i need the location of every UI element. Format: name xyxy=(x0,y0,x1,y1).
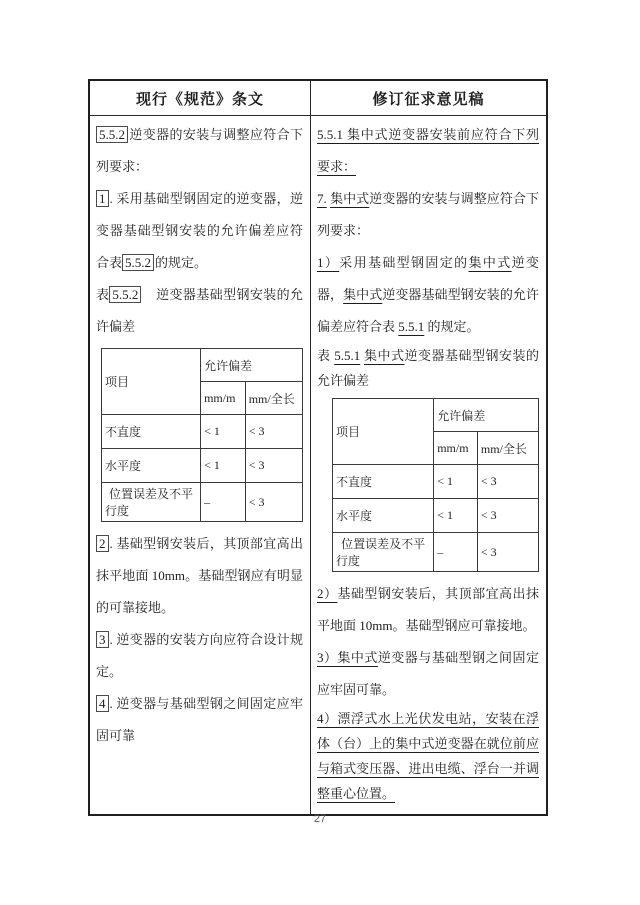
deviation-cell: 不直度 xyxy=(333,465,434,499)
text-run: 的规定。 xyxy=(155,255,208,270)
paragraph xyxy=(317,578,539,642)
revision-draft-column xyxy=(311,116,546,814)
paragraph xyxy=(317,119,539,183)
boxed-revision-mark: 5.5.2 xyxy=(96,126,128,143)
unit-mm-per-m-cell: mm/m xyxy=(434,432,478,465)
current-code-header: 现行《规范》条文 xyxy=(90,81,311,115)
paragraph xyxy=(96,119,303,183)
deviation-cell: < 1 xyxy=(434,465,478,499)
deviation-cell: 水平度 xyxy=(333,499,434,533)
deviation-header-cell: 允许偏差 xyxy=(201,349,303,382)
current-code-text-bottom xyxy=(96,528,303,752)
deviation-cell: – xyxy=(434,533,478,572)
boxed-revision-mark: 3 xyxy=(96,631,109,648)
underlined-revision-text: 3）集中式 xyxy=(317,650,378,665)
text-run: 基础型钢安装后，其顶部宜高出抹平地面 10mm。基础型钢应可靠接地。 xyxy=(317,586,539,633)
item-header-cell: 项目 xyxy=(333,399,434,465)
underlined-revision-text: 5.5.1 xyxy=(334,348,361,363)
text-run: . 采用基础型钢固定的逆变器，逆变器基础型钢安装的允许偏差应符合表 xyxy=(96,191,303,270)
item-header-cell: 项目 xyxy=(102,349,201,415)
deviation-table-revision xyxy=(332,398,539,572)
page-number: 27 xyxy=(313,813,327,825)
text-run: 逆变器基础型钢安装的允许偏差应符合表 xyxy=(317,287,539,334)
deviation-cell: < 1 xyxy=(201,449,246,483)
deviation-cell: 不直度 xyxy=(102,415,201,449)
deviation-cell: < 1 xyxy=(434,499,478,533)
text-run: 逆变器的安装与调整应符合下列要求： xyxy=(96,127,303,174)
paragraph xyxy=(96,279,303,343)
paragraph xyxy=(96,624,303,688)
text-run: 表 xyxy=(96,287,110,302)
deviation-cell: < 3 xyxy=(477,499,538,533)
deviation-cell: < 3 xyxy=(245,415,302,449)
unit-mm-full-length-cell: mm/全长 xyxy=(477,432,538,465)
text-run: 表 xyxy=(317,348,335,363)
underlined-revision-text: 集中式 xyxy=(468,255,512,270)
underlined-revision-text: 集中式 xyxy=(330,191,370,206)
text-run: 逆变器与基础型钢之间固定应牢固可靠。 xyxy=(317,650,539,697)
deviation-header-cell: 允许偏差 xyxy=(434,399,539,432)
text-run: 的规定。 xyxy=(424,319,480,334)
deviation-cell: < 3 xyxy=(245,483,302,522)
deviation-table-current-rows xyxy=(102,415,303,522)
boxed-revision-mark: 4 xyxy=(96,695,109,712)
revision-draft-text-top xyxy=(317,119,539,393)
boxed-revision-mark: 5.5.2 xyxy=(122,254,154,271)
revision-draft-header: 修订征求意见稿 xyxy=(372,92,485,108)
text-run: 逆变器基础型钢安装的允许偏差 xyxy=(96,287,303,334)
underlined-revision-text: 1） xyxy=(317,255,340,270)
underlined-revision-text: 5.5.1 集中式逆变器安装前应符合下列要求： xyxy=(317,127,539,174)
deviation-table-current xyxy=(101,348,303,522)
paragraph xyxy=(317,642,539,706)
underlined-revision-text: 集中式 xyxy=(343,287,383,302)
underlined-revision-text: 2） xyxy=(317,586,338,601)
deviation-cell: – xyxy=(201,483,246,522)
deviation-row xyxy=(333,499,539,533)
deviation-cell: 水平度 xyxy=(102,449,201,483)
text-run: . 逆变器的安装方向应符合设计规定。 xyxy=(96,632,303,679)
paragraph xyxy=(96,183,303,279)
boxed-revision-mark: 1 xyxy=(96,190,109,207)
deviation-cell: 位置误差及不平行度 xyxy=(102,483,201,522)
current-code-column xyxy=(90,116,311,814)
current-code-text-top xyxy=(96,119,303,343)
paragraph xyxy=(317,706,539,806)
text-run: . 逆变器与基础型钢之间固定应牢固可靠 xyxy=(96,696,303,743)
deviation-table-revision-rows xyxy=(333,465,539,572)
text-run: . 基础型钢安装后，其顶部宜高出抹平地面 10mm。基础型钢应有明显的可靠接地。 xyxy=(96,536,303,615)
paragraph xyxy=(317,343,539,393)
unit-mm-full-length-cell: mm/全长 xyxy=(245,382,302,415)
deviation-cell: < 3 xyxy=(477,465,538,499)
paragraph xyxy=(96,528,303,624)
boxed-revision-mark: 2 xyxy=(96,535,109,552)
paragraph xyxy=(317,247,539,343)
unit-mm-per-m-cell: mm/m xyxy=(201,382,246,415)
deviation-row xyxy=(102,449,303,483)
underlined-revision-text: 集中式 xyxy=(364,348,405,363)
underlined-revision-text: 5.5.1 xyxy=(398,319,425,334)
deviation-cell: < 3 xyxy=(245,449,302,483)
deviation-cell: < 3 xyxy=(477,533,538,572)
paragraph xyxy=(96,688,303,752)
text-run: 逆变器， xyxy=(317,255,539,302)
text-run: 采用基础型钢固定的 xyxy=(339,255,469,270)
text-run: 逆变器基础型钢安装的允许偏差 xyxy=(317,348,539,388)
underlined-revision-text: 7. xyxy=(317,191,327,206)
deviation-cell: < 1 xyxy=(201,415,246,449)
deviation-row xyxy=(102,415,303,449)
deviation-row xyxy=(333,465,539,499)
text-run: 逆变器的安装与调整应符合下列要求： xyxy=(317,191,539,238)
comparison-table-body xyxy=(90,116,546,814)
deviation-cell: 位置误差及不平行度 xyxy=(333,533,434,572)
underlined-revision-text: 4）漂浮式水上光伏发电站，安装在浮体（台）上的集中式逆变器在就位前应与箱式变压器、进出电缆、浮台一并调整重心位置。 xyxy=(317,711,539,801)
paragraph xyxy=(317,183,539,247)
comparison-table-header xyxy=(90,81,546,116)
deviation-row xyxy=(333,533,539,572)
boxed-revision-mark: 5.5.2 xyxy=(109,286,141,303)
revision-draft-text-bottom xyxy=(317,578,539,806)
deviation-row xyxy=(102,483,303,522)
comparison-table xyxy=(88,79,548,816)
